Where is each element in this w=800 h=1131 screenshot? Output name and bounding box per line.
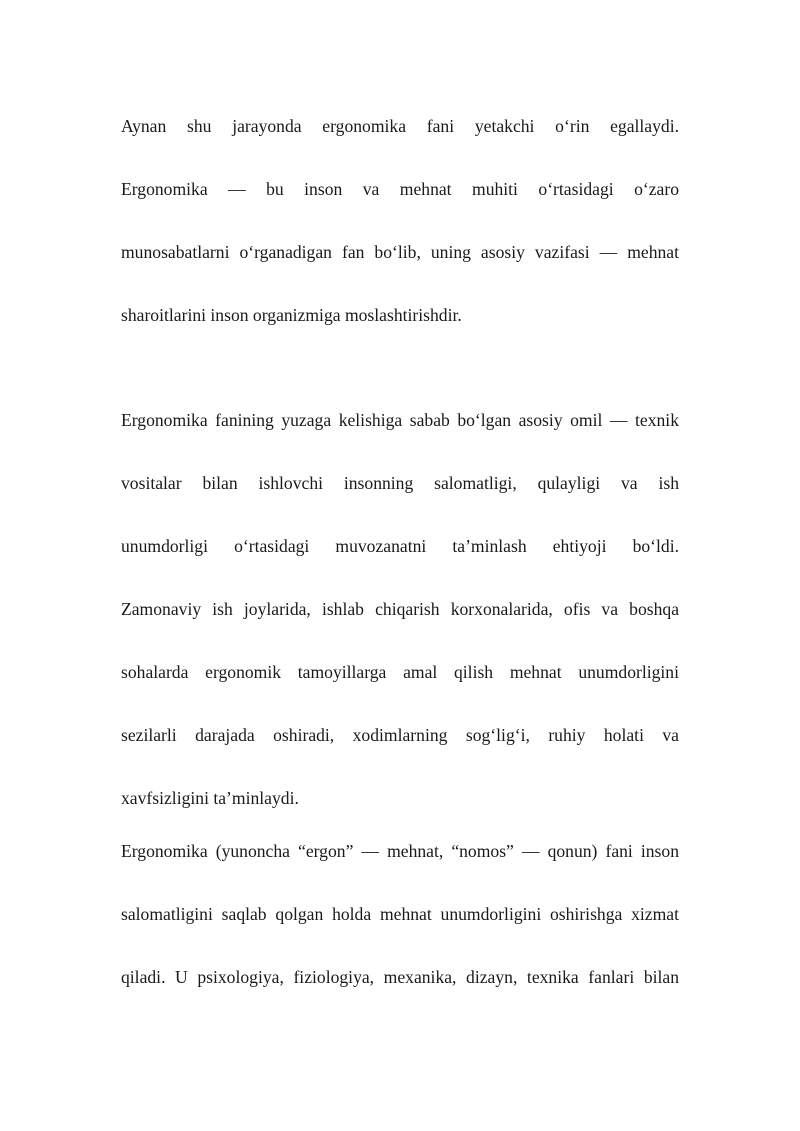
text-line: Ergonomika fanining yuzaga kelishiga sabab bo‘lgan asosiy omil — texnik xyxy=(121,410,679,430)
text-line: sharoitlarini inson organizmiga moslashtirishdir. xyxy=(121,305,462,325)
text-line: sohalarda ergonomik tamoyillarga amal qilish mehnat unumdorligini xyxy=(121,662,679,682)
text-line: Ergonomika (yunoncha “ergon” — mehnat, “nomos” — qonun) fani inson xyxy=(121,841,679,861)
text-line: Ergonomika — bu inson va mehnat muhiti o‘rtasidagi o‘zaro xyxy=(121,179,679,199)
text-line: xavfsizligini ta’minlaydi. xyxy=(121,788,299,808)
text-line: munosabatlarni o‘rganadigan fan bo‘lib, uning asosiy vazifasi — mehnat xyxy=(121,242,679,262)
text-line: vositalar bilan ishlovchi insonning salomatligi, qulayligi va ish xyxy=(121,473,679,493)
text-line: salomatligini saqlab qolgan holda mehnat unumdorligini oshirishga xizmat xyxy=(121,904,679,924)
text-line: qiladi. U psixologiya, fiziologiya, mexanika, dizayn, texnika fanlari bilan xyxy=(121,967,679,987)
text-line: Aynan shu jarayonda ergonomika fani yetakchi o‘rin egallaydi. xyxy=(121,116,679,136)
text-line: unumdorligi o‘rtasidagi muvozanatni ta’minlash ehtiyoji bo‘ldi. xyxy=(121,536,679,556)
text-line: sezilarli darajada oshiradi, xodimlarning sog‘lig‘i, ruhiy holati va xyxy=(121,725,679,745)
text-line: Zamonaviy ish joylarida, ishlab chiqarish korxonalarida, ofis va boshqa xyxy=(121,599,679,619)
